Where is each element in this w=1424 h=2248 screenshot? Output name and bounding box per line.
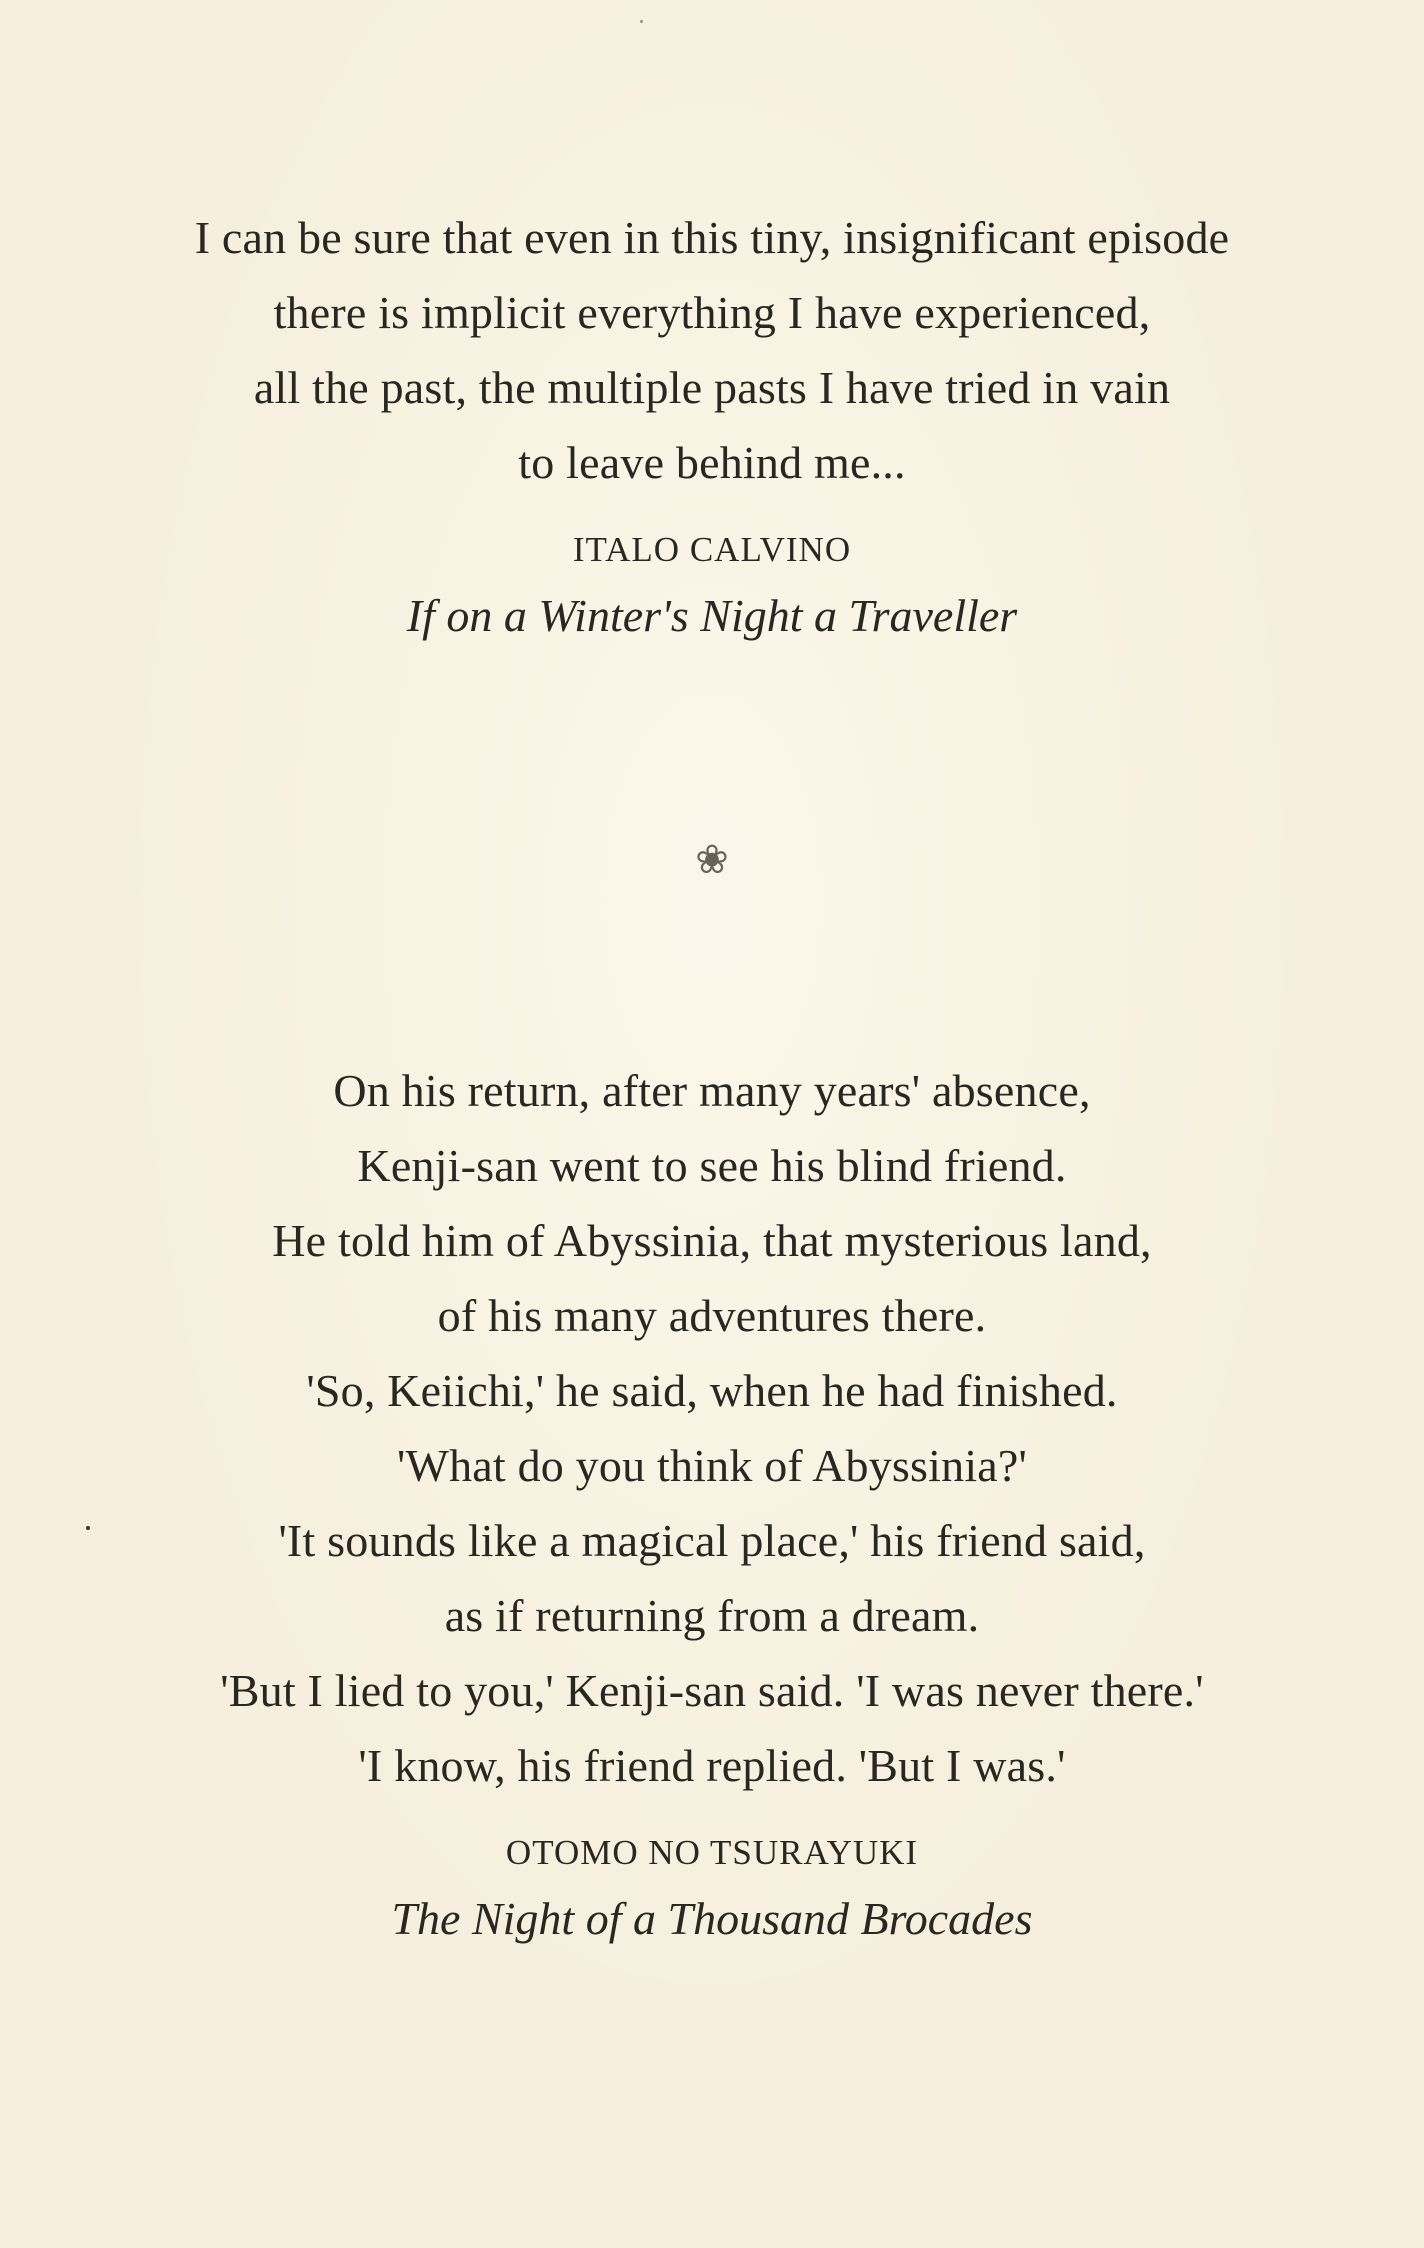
epigraph-line: Kenji-san went to see his blind friend. bbox=[357, 1140, 1067, 1191]
paper-speck bbox=[86, 1526, 90, 1530]
epigraph-line: 'So, Keiichi,' he said, when he had finished. bbox=[306, 1365, 1118, 1416]
epigraph-line: On his return, after many years' absence, bbox=[333, 1065, 1091, 1116]
flower-ornament-icon: ❀ bbox=[695, 837, 729, 883]
epigraph-line: 'What do you think of Abyssinia?' bbox=[396, 1440, 1028, 1491]
epigraph-line: of his many adventures there. bbox=[437, 1290, 987, 1341]
epigraph-work-title: The Night of a Thousand Brocades bbox=[391, 1893, 1033, 1944]
paper-speck bbox=[640, 20, 643, 23]
epigraph-tsurayuki bbox=[0, 1053, 1424, 1958]
epigraph-line: He told him of Abyssinia, that mysterious land, bbox=[272, 1215, 1152, 1266]
epigraph-line: 'But I lied to you,' Kenji-san said. 'I was never there.' bbox=[220, 1665, 1204, 1716]
epigraph-line: as if returning from a dream. bbox=[444, 1590, 980, 1641]
epigraph-line: 'It sounds like a magical place,' his friend said, bbox=[278, 1515, 1146, 1566]
epigraph-line: 'I know, his friend replied. 'But I was.' bbox=[358, 1740, 1066, 1791]
epigraph-text bbox=[0, 1053, 1424, 1803]
epigraph-work-title: If on a Winter's Night a Traveller bbox=[406, 590, 1018, 641]
epigraph-calvino bbox=[0, 200, 1424, 655]
epigraph-author: OTOMO NO TSURAYUKI bbox=[505, 1833, 919, 1872]
epigraph-line: all the past, the multiple pasts I have tried in vain bbox=[253, 362, 1171, 413]
epigraph-author: ITALO CALVINO bbox=[572, 530, 852, 569]
epigraph-line: to leave behind me... bbox=[518, 437, 906, 488]
epigraph-line: there is implicit everything I have experienced, bbox=[273, 287, 1151, 338]
epigraph-text bbox=[0, 200, 1424, 500]
epigraph-line: I can be sure that even in this tiny, insignificant episode bbox=[194, 212, 1230, 263]
